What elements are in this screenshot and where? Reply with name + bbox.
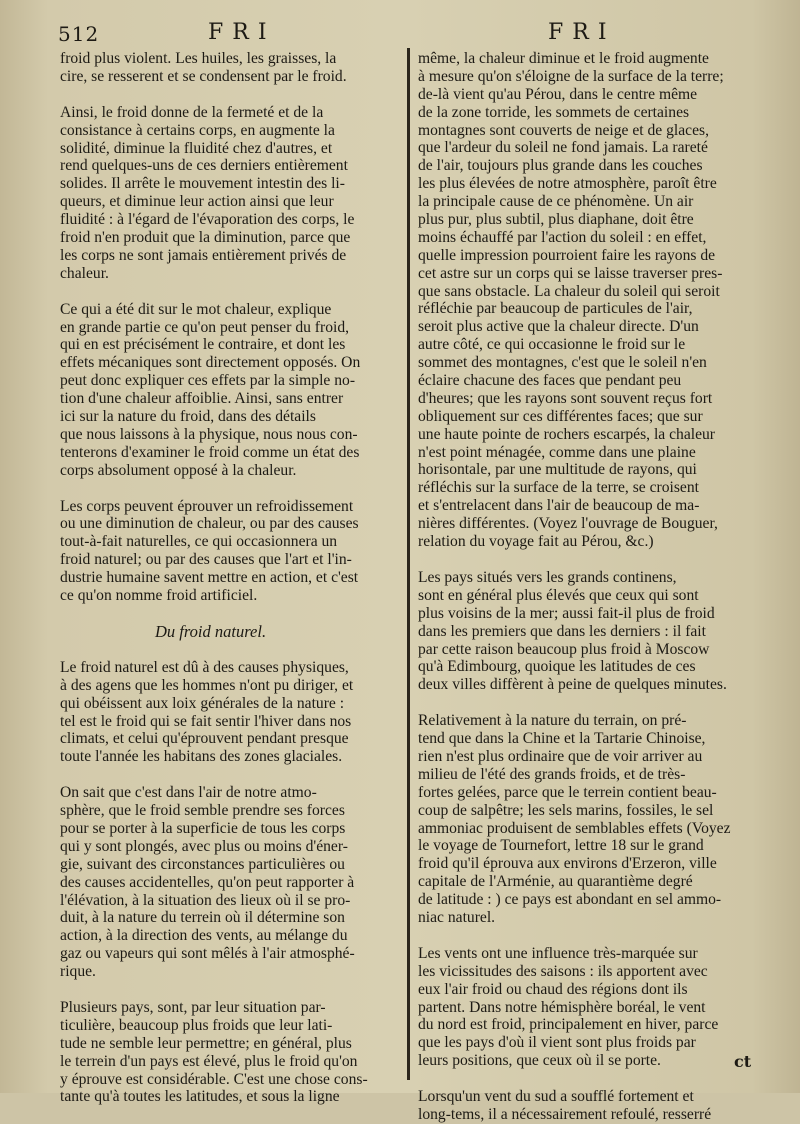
text-line: On sait que c'est dans l'air de notre atmo-: [60, 784, 317, 802]
text-line: long-tems, il a nécessairement refoulé, resserré: [418, 1105, 712, 1123]
text-line: eux l'air froid ou chaud des régions dont ils: [418, 980, 688, 998]
text-line: de latitude : ) ce pays est abondant en sel ammo-: [418, 891, 722, 909]
text-line: tel est le froid qui se fait sentir l'hiver dans nos: [60, 712, 352, 730]
paragraph-gap: [60, 283, 395, 301]
text-line: éclaire chacune des faces que pendant peu: [418, 372, 682, 390]
text-line: tenterons d'examiner le froid comme un état des: [60, 443, 360, 461]
text-line: dustrie humaine savent mettre en action, et c'est: [60, 569, 359, 587]
text-line: deux villes diffèrent à peine de quelques minutes.: [418, 676, 727, 694]
text-line: des causes accidentelles, qu'on peut rapporter à: [60, 873, 355, 891]
text-line: autre côté, ce qui occasionne le froid sur le: [418, 336, 686, 354]
text-line: queurs, et diminue leur action ainsi que leur: [60, 193, 334, 211]
text-line: partent. Dans notre hémisphère boréal, le vent: [418, 998, 706, 1016]
paragraph-gap: [418, 551, 748, 569]
text-line: qu'à Edimbourg, quoique les latitudes de ces: [418, 658, 696, 676]
text-line: par cette raison beaucoup plus froid à Moscow: [418, 640, 710, 658]
text-line: obliquement sur ces différentes faces; que sur: [418, 407, 703, 425]
text-line: nières différentes. (Voyez l'ouvrage de Bouguer,: [418, 515, 718, 533]
text-line: ou une diminution de chaleur, ou par des causes: [60, 515, 359, 533]
text-line: que l'ardeur du soleil ne fond jamais. La rareté: [418, 139, 708, 157]
text-line: moins échauffé par l'action du soleil : en effet,: [418, 228, 707, 246]
text-line: dans les premiers que dans les derniers : il fait: [418, 622, 706, 640]
text-line: coup de salpêtre; les sels marins, fossiles, le sel: [418, 801, 714, 819]
text-line: les vicissitudes des saisons : ils apportent avec: [418, 962, 708, 980]
right-text-column: [418, 50, 748, 1124]
text-line: montagnes sont couverts de neige et de glaces,: [418, 121, 709, 139]
paragraph-gap: [60, 981, 395, 999]
paragraph-gap: [60, 86, 395, 104]
text-line: seroit plus active que la chaleur directe. D'un: [418, 318, 699, 336]
text-line: les corps ne sont jamais entièrement privés de: [60, 246, 347, 264]
text-line: de-là vient qu'au Pérou, dans le centre même: [418, 85, 698, 103]
text-line: que les pays d'où il vient sont plus froids par: [418, 1034, 696, 1052]
text-line: les plus élevées de notre atmosphère, paroît être: [418, 175, 717, 193]
text-line: Plusieurs pays, sont, par leur situation par-: [60, 998, 326, 1016]
text-line: rend quelques-uns de ces derniers entièrement: [60, 157, 348, 175]
text-line: effets mécaniques sont directement opposés. On: [60, 354, 361, 372]
text-line: l'élévation, à la situation des lieux où il se pro-: [60, 891, 351, 909]
text-line: plus pur, plus subtil, plus diaphane, doit être: [418, 211, 694, 229]
text-line: chaleur.: [60, 264, 109, 282]
text-line: froid qu'il éprouva aux environs d'Erzeron, ville: [418, 855, 717, 873]
paragraph-gap: [60, 480, 395, 498]
text-line: d'heures; que les rayons sont souvent reçus fort: [418, 389, 713, 407]
paragraph-gap: [418, 694, 748, 712]
text-line: niac naturel.: [418, 908, 496, 926]
page-number: 512: [58, 22, 100, 46]
text-line: Le froid naturel est dû à des causes physiques,: [60, 658, 349, 676]
text-line: gie, suivant des circonstances particulières ou: [60, 855, 345, 873]
running-head-right: FRI: [548, 20, 616, 45]
running-head-left: FRI: [208, 20, 276, 45]
text-line: Les pays situés vers les grands continens,: [418, 568, 677, 586]
catchword: ct: [734, 1052, 752, 1071]
text-line: climats, et celui qu'éprouvent pendant presque: [60, 730, 349, 748]
text-line: qui en est précisément le contraire, et dont les: [60, 336, 346, 354]
text-line: de l'air, toujours plus grande dans les couches: [418, 157, 703, 175]
text-line: même, la chaleur diminue et le froid augmente: [418, 50, 709, 67]
text-line: n'est point ménagée, comme dans une plaine: [418, 443, 696, 461]
text-line: rien n'est plus ordinaire que de voir arriver au: [418, 747, 703, 765]
text-line: qui y sont plongés, avec plus ou moins d'éner-: [60, 837, 348, 855]
text-line: Lorsqu'un vent du sud a soufflé fortement et: [418, 1088, 694, 1106]
text-line: froid n'en produit que la diminution, parce que: [60, 229, 351, 247]
text-line: action, à la direction des vents, au mélange du: [60, 927, 348, 945]
text-line: plus voisins de la mer; aussi fait-il plus de froid: [418, 604, 715, 622]
text-line: duit, à la nature du terrein où il détermine son: [60, 909, 345, 927]
paragraph-gap: [60, 641, 395, 659]
text-line: que nous laissons à la physique, nous nous con-: [60, 425, 358, 443]
text-line: tude ne semble leur permettre; en général, plus: [60, 1034, 352, 1052]
text-line: ce qu'on nomme froid artificiel.: [60, 587, 258, 605]
text-line: fluidité : à l'égard de l'évaporation des corps, le: [60, 211, 355, 229]
text-line: rique.: [60, 963, 96, 981]
text-line: une haute pointe de rochers escarpés, la chaleur: [418, 425, 716, 443]
text-line: peut donc expliquer ces effets par la simple no-: [60, 372, 356, 390]
text-line: Ce qui a été dit sur le mot chaleur, explique: [60, 300, 332, 318]
text-line: le terrein d'un pays est élevé, plus le froid qu'on: [60, 1052, 358, 1070]
text-line: ici sur la nature du froid, dans des détails: [60, 408, 316, 426]
section-heading: Du froid naturel.: [155, 621, 267, 641]
text-line: consistance à certains corps, en augmente la: [60, 121, 335, 139]
text-line: capitale de l'Arménie, au quarantième degré: [418, 873, 693, 891]
text-line: tante qu'à toutes les latitudes, et sous la ligne: [60, 1088, 340, 1106]
paragraph-gap: [418, 1070, 748, 1088]
text-line: solidité, diminue la fluidité chez d'autres, et: [60, 139, 333, 157]
text-line: tend que dans la Chine et la Tartarie Chinoise,: [418, 730, 706, 748]
text-line: à mesure qu'on s'éloigne de la surface de la terre;: [418, 67, 724, 85]
text-line: sommet des montagnes, c'est que le soleil n'en: [418, 354, 707, 372]
text-line: leurs positions, que ceux où il se porte.: [418, 1052, 661, 1070]
text-line: réfléchis sur la surface de la terre, se croisent: [418, 479, 699, 497]
text-line: ticulière, beaucoup plus froids que leur lati-: [60, 1016, 333, 1034]
text-line: solides. Il arrête le mouvement intestin des li-: [60, 175, 345, 193]
text-line: froid plus violent. Les huiles, les graisses, la: [60, 50, 337, 67]
text-line: pour se porter à la superficie de tous les corps: [60, 819, 346, 837]
text-line: Ainsi, le froid donne de la fermeté et de la: [60, 103, 324, 121]
text-line: cet astre sur un corps qui se laisse traverser pres-: [418, 264, 723, 282]
paragraph-gap: [60, 605, 395, 623]
text-line: ammoniac produisent de semblables effets (Voyez: [418, 819, 731, 837]
text-line: cire, se resserent et se condensent par le froid.: [60, 67, 347, 85]
text-line: en grande partie ce qu'on peut penser du froid,: [60, 318, 350, 336]
text-line: que sans obstacle. La chaleur du soleil qui seroit: [418, 282, 720, 300]
text-line: le voyage de Tournefort, lettre 18 sur le grand: [418, 837, 704, 855]
text-line: quelle impression pourroient faire les rayons de: [418, 246, 716, 264]
text-line: y éprouve est considérable. C'est une chose cons-: [60, 1070, 368, 1088]
paragraph-gap: [60, 766, 395, 784]
text-line: réfléchie par beaucoup de particules de l'air,: [418, 300, 693, 318]
text-line: fortes gelées, parce que le terrein contient beau-: [418, 783, 717, 801]
text-line: corps absolument opposé à la chaleur.: [60, 461, 297, 479]
text-line: relation du voyage fait au Pérou, &c.): [418, 533, 654, 551]
text-line: tion d'une chaleur affoiblie. Ainsi, sans entrer: [60, 390, 344, 408]
text-line: à des agens que les hommes n'ont pu diriger, et: [60, 676, 354, 694]
text-line: Les vents ont une influence très-marquée sur: [418, 944, 698, 962]
text-line: froid naturel; ou par des causes que l'art et l'in-: [60, 551, 352, 569]
text-line: toute l'année les habitans des zones glaciales.: [60, 748, 343, 766]
text-line: qui obéissent aux loix générales de la nature :: [60, 694, 345, 712]
text-line: sphère, que le froid semble prendre ses forces: [60, 802, 345, 820]
text-line: Les corps peuvent éprouver un refroidissement: [60, 497, 354, 515]
text-line: du nord est froid, principalement en hiver, parce: [418, 1016, 719, 1034]
text-line: sont en général plus élevés que ceux qui sont: [418, 586, 699, 604]
text-line: tout-à-fait naturelles, ce qui occasionnera un: [60, 533, 338, 551]
text-line: et s'entrelacent dans l'air de beaucoup de ma-: [418, 497, 700, 515]
text-line: la principale cause de ce phénomène. Un air: [418, 193, 694, 211]
column-divider: [407, 48, 410, 1080]
text-line: gaz ou vapeurs qui sont mêlés à l'air atmosphé-: [60, 945, 355, 963]
paragraph-gap: [418, 927, 748, 945]
text-line: de la zone torride, les sommets de certaines: [418, 103, 690, 121]
text-line: Relativement à la nature du terrain, on pré-: [418, 712, 687, 730]
left-text-column: [60, 50, 395, 1106]
text-line: milieu de l'été des grands froids, et de très-: [418, 765, 686, 783]
text-line: horisontale, par une multitude de rayons, qui: [418, 461, 697, 479]
